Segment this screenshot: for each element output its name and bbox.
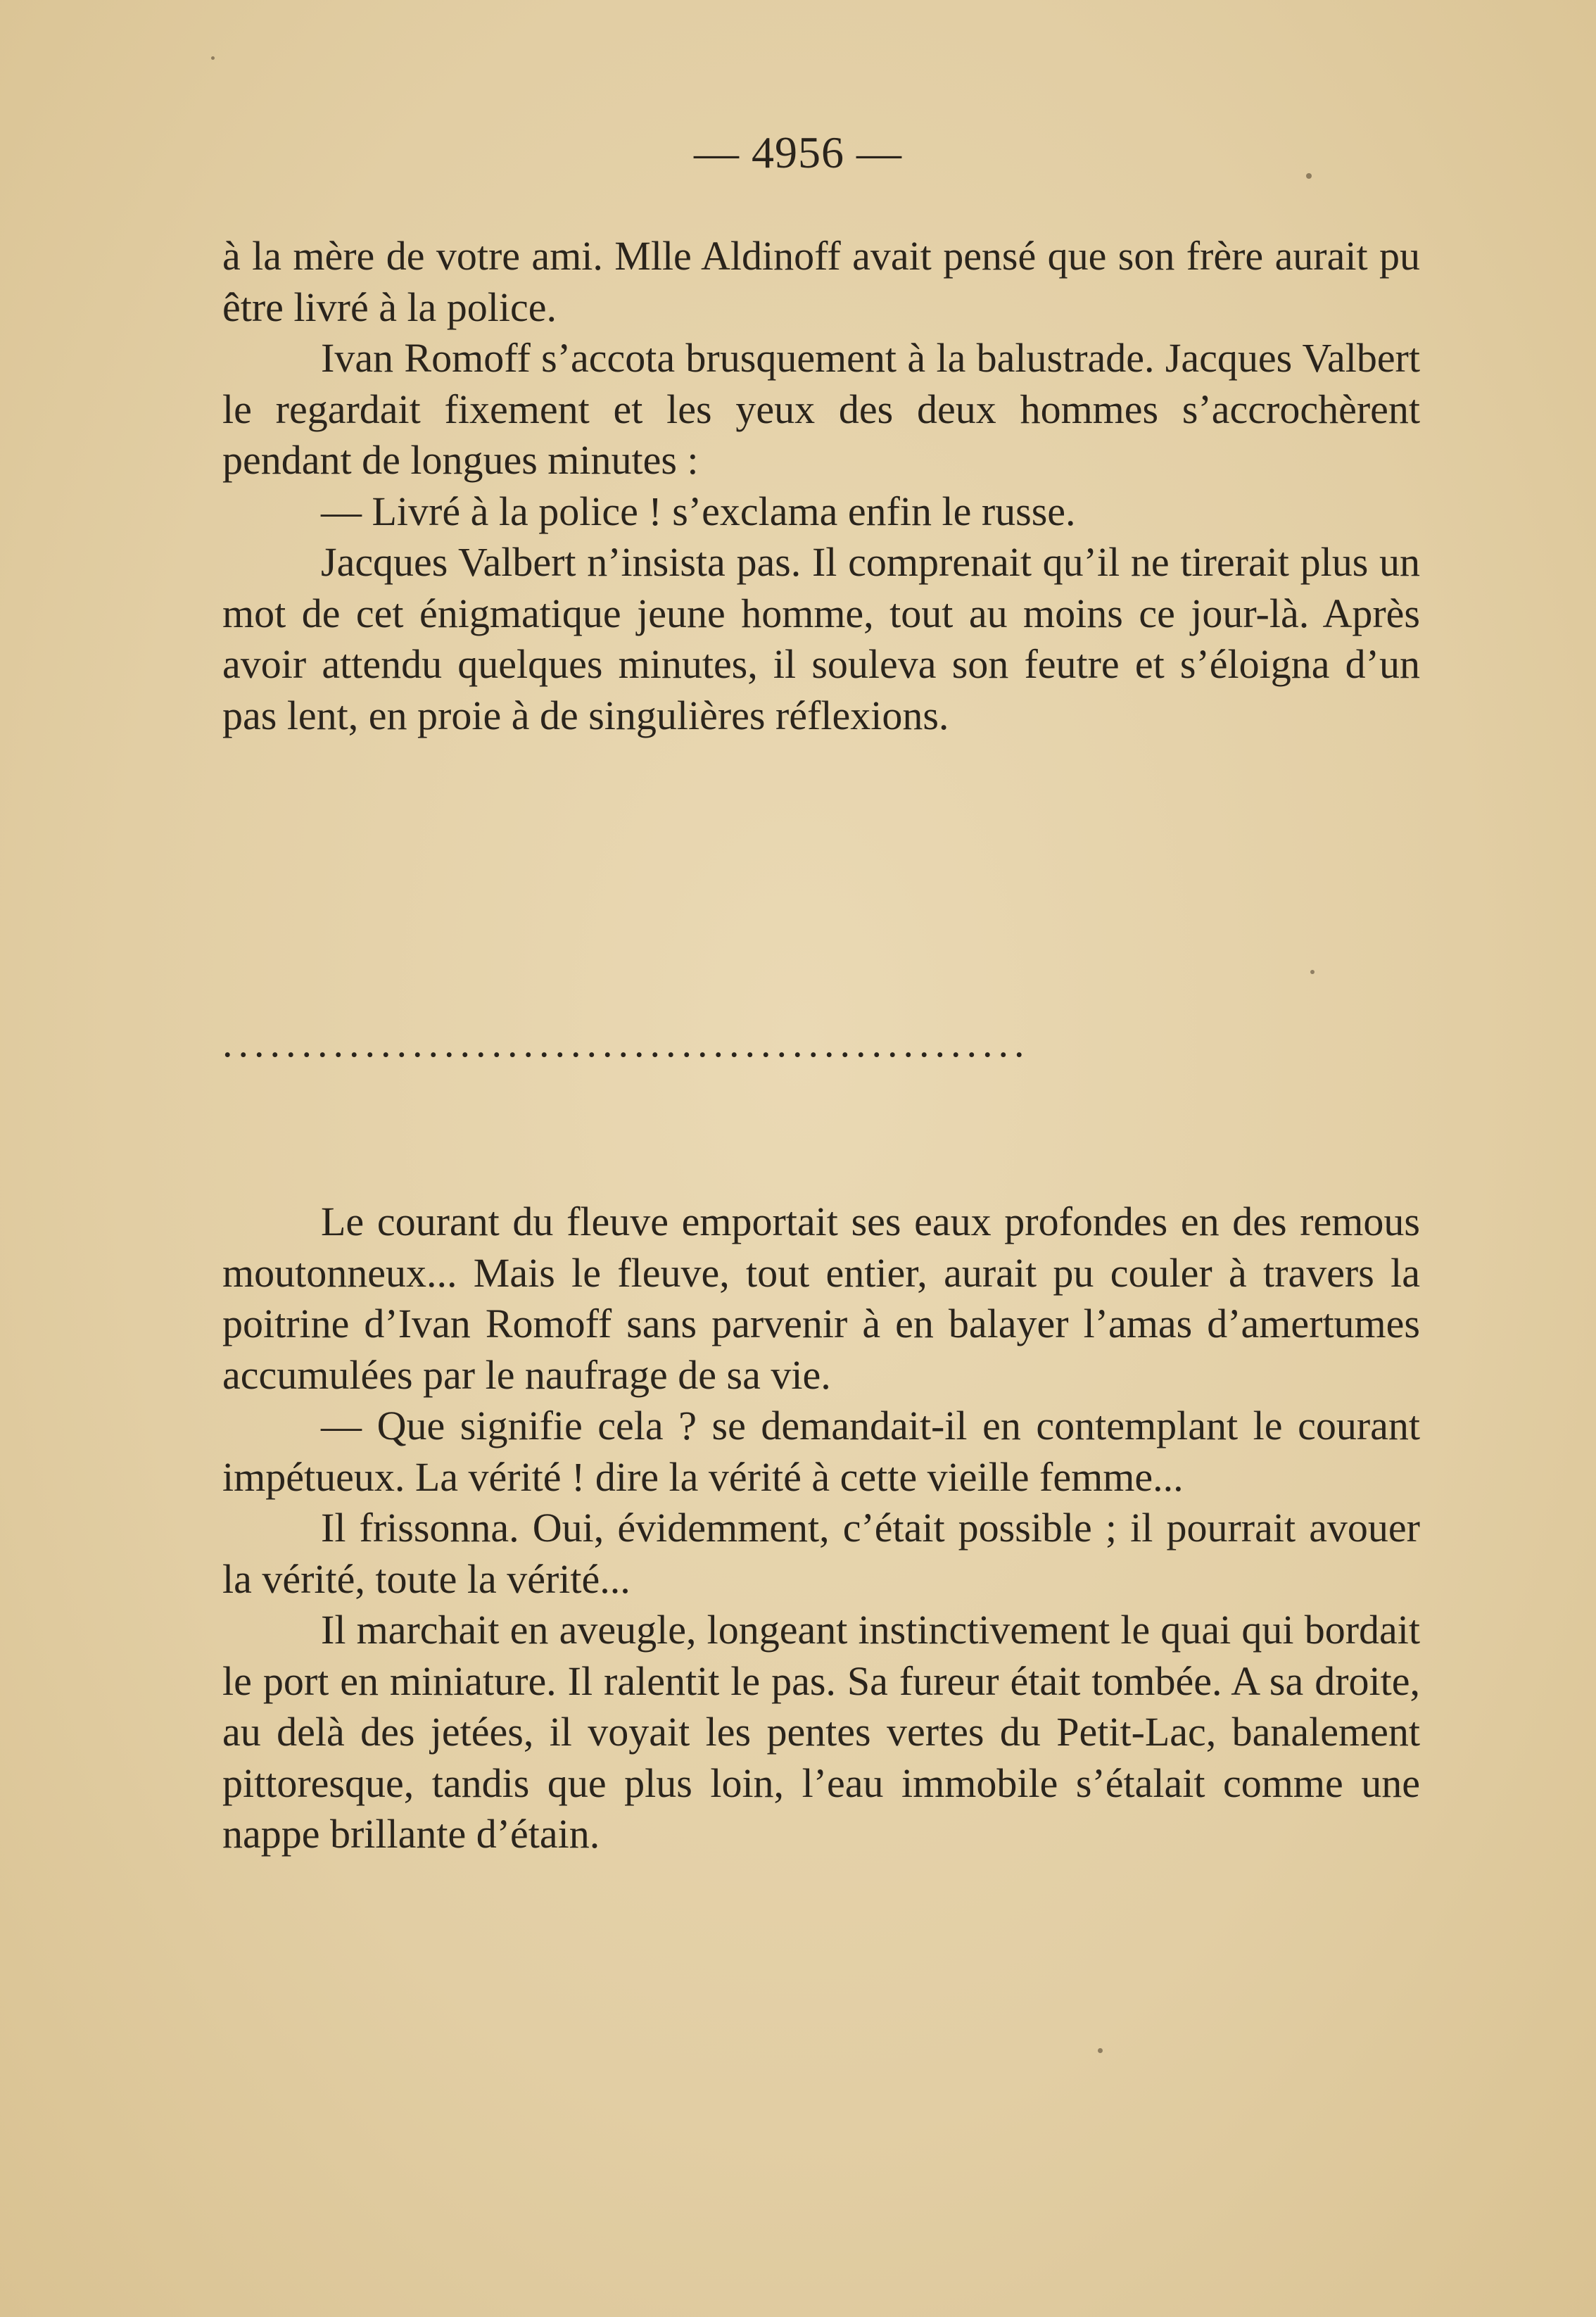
paper-speck [211,56,215,60]
paragraph: Il marchait en aveugle, longeant instinctivement le quai qui bordait le port en miniature. Il ralentit le pas. Sa fureur était tombée. A sa droite, au delà des jetées, il voyait les pentes vertes du Petit-Lac, banalement pittoresque, tandis que plus loin, l’eau immobile s’étalait comme une nappe brillante d’étain. [222,1607,1420,1857]
bottom-text-block [222,1197,1420,1860]
paragraph-continuation: à la mère de votre ami. Mlle Aldinoff avait pensé que son frère aurait pu être livré à la police. [222,233,1420,330]
page-number: — 4956 — [694,127,902,177]
paragraph: Il frissonna. Oui, évidemment, c’était possible ; il pourrait avouer la vérité, toute la vérité... [222,1505,1420,1602]
paragraph-dialogue: — Livré à la police ! s’exclama enfin le russe. [321,488,1076,534]
top-text-block [222,231,1420,741]
paper-speck [1098,2048,1103,2053]
paper-speck [1306,173,1312,179]
paragraph-dialogue: — Que signifie cela ? se demandait-il en contemplant le courant impétueux. La vérité ! dire la vérité à cette vieille femme... [222,1403,1420,1500]
section-separator: ................................................... [222,1022,1030,1064]
paragraph: Ivan Romoff s’accota brusquement à la balustrade. Jacques Valbert le regardait fixement et les yeux des deux hommes s’accrochèrent pendant de longues minutes : [222,335,1420,483]
paragraph: Jacques Valbert n’insista pas. Il comprenait qu’il ne tirerait plus un mot de cet énigmatique jeune homme, tout au moins ce jour-là. Après avoir attendu quelques minutes, il souleva son feutre et s’éloigna d’un pas lent, en proie à de singulières réflexions. [222,539,1420,738]
paragraph: Le courant du fleuve emportait ses eaux profondes en des remous moutonneux... Mais le fleuve, tout entier, aurait pu couler à travers la poitrine d’Ivan Romoff sans parvenir à en balayer l’amas d’amertumes accumulées par le naufrage de sa vie. [222,1199,1420,1398]
paper-speck [1310,970,1315,974]
